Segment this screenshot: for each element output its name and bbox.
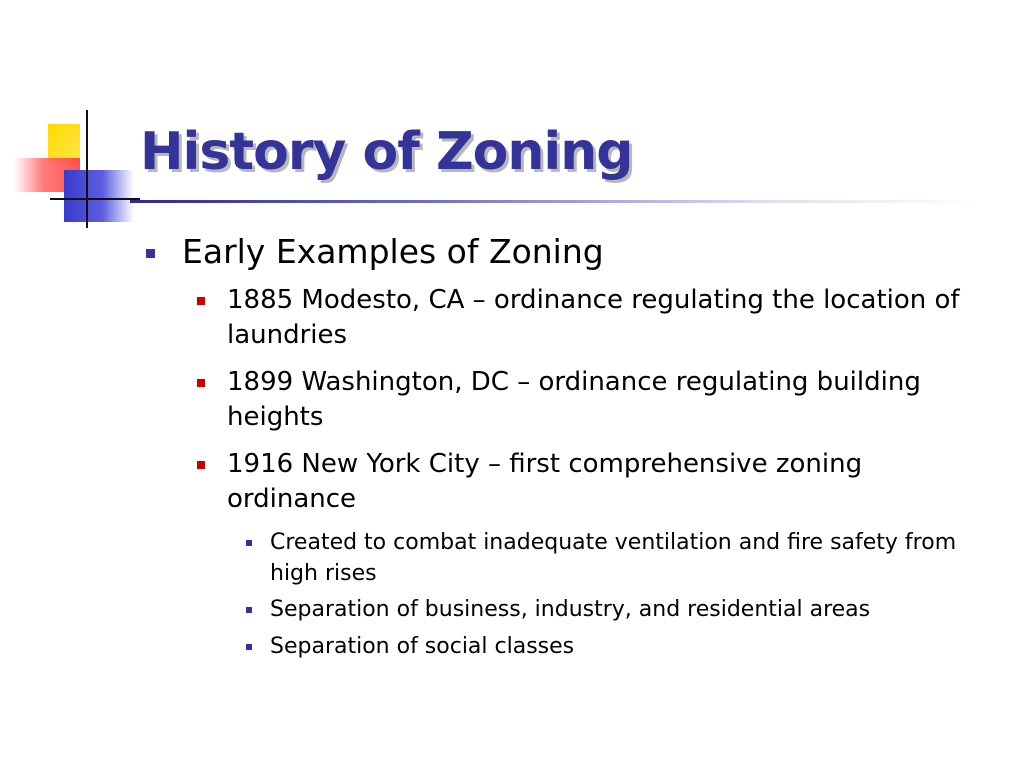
bullet-text: Separation of business, industry, and residential areas <box>270 597 871 622</box>
bullet-washington <box>227 365 987 435</box>
bullet-new-york <box>227 447 987 517</box>
square-bullet-icon <box>197 297 205 305</box>
horizontal-line <box>50 198 140 200</box>
bullet-text: 1916 New York City – first comprehensive zoning ordinance <box>227 449 863 514</box>
bullet-modesto <box>227 283 987 353</box>
vertical-line <box>86 110 88 228</box>
decorative-squares-logo <box>0 0 160 240</box>
square-bullet-icon <box>246 540 252 546</box>
bullet-separation-social <box>270 631 1000 662</box>
bullet-early-examples <box>182 232 1002 272</box>
bullet-text: Separation of social classes <box>270 634 575 659</box>
square-bullet-icon <box>146 249 155 258</box>
bullet-text: Created to combat inadequate ventilation and fire safety from high rises <box>270 530 957 586</box>
bullet-text: 1885 Modesto, CA – ordinance regulating the location of laundries <box>227 285 960 350</box>
bullet-text: Early Examples of Zoning <box>182 232 604 271</box>
square-bullet-icon <box>246 644 252 650</box>
blue-square <box>64 170 134 222</box>
square-bullet-icon <box>197 461 205 469</box>
bullet-text: 1899 Washington, DC – ordinance regulating building heights <box>227 367 921 432</box>
square-bullet-icon <box>246 607 252 613</box>
bullet-ventilation <box>270 527 1000 589</box>
slide-title: History of Zoning <box>140 122 633 182</box>
bullet-separation-business <box>270 594 1000 625</box>
square-bullet-icon <box>197 379 205 387</box>
title-underline <box>130 200 980 203</box>
